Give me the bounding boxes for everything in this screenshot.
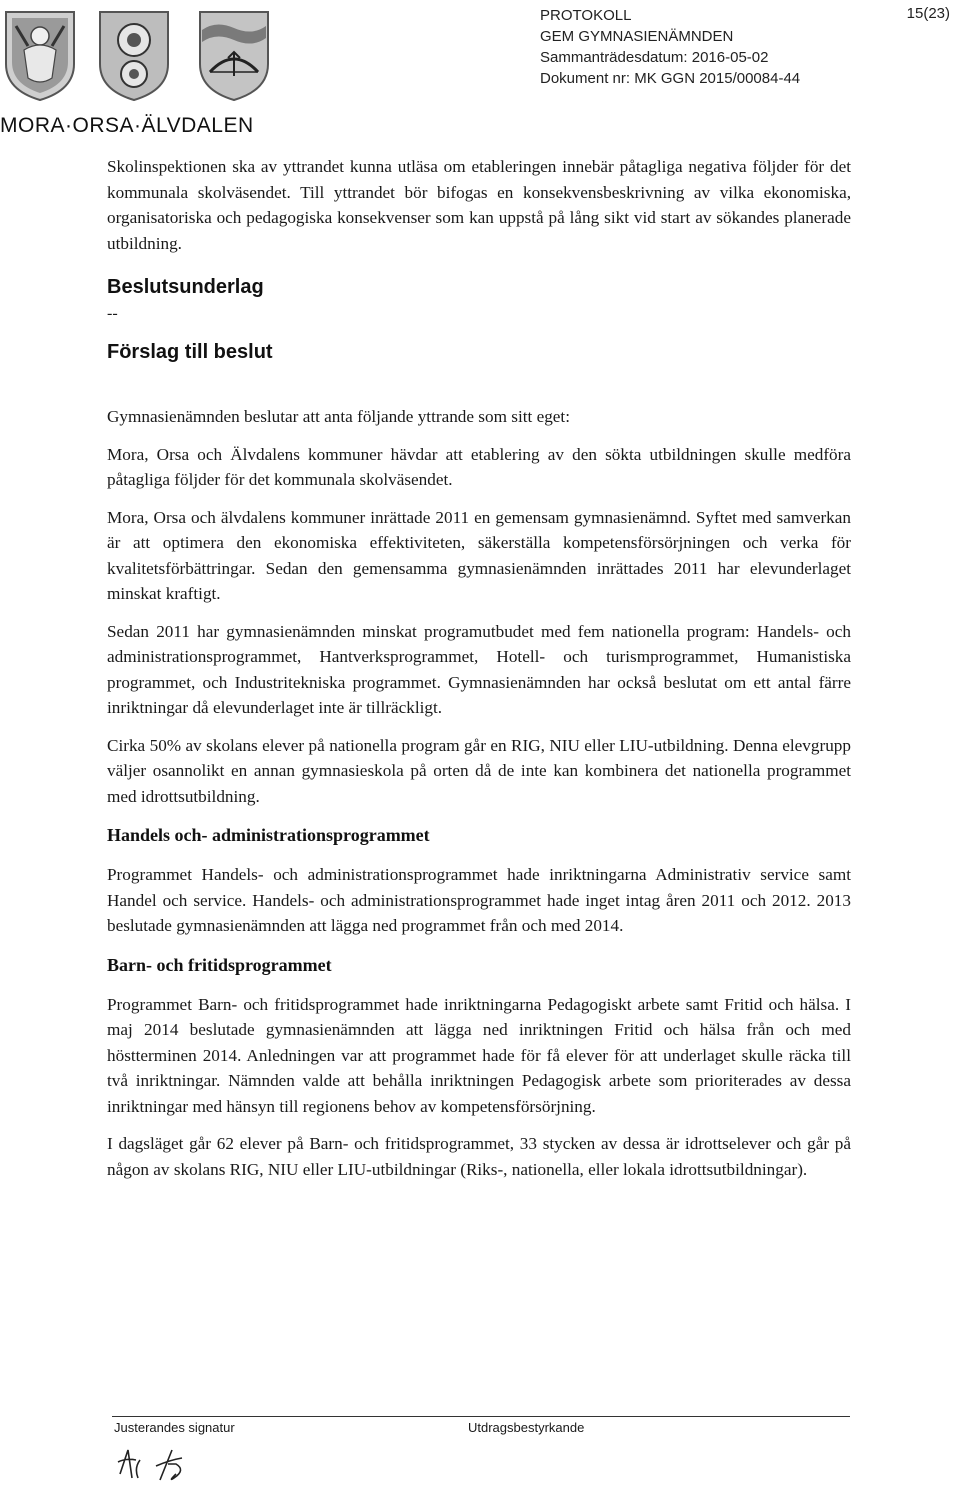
mora-crest-logo [2,6,78,102]
sports-paragraph: Cirka 50% av skolans elever på nationella program går en RIG, NIU eller LIU-utbildning. Denna elevgrupp väljer osannolikt en annan gymnasieskola på orten då de inte kan kombinera det nationella programmet med idrottsutbildning. [107,735,851,806]
board-paragraph: Mora, Orsa och älvdalens kommuner inrättade 2011 en gemensam gymnasienämnd. Syftet med samverkan är att optimera den ekonomiska effektiviteten, säkerställa kompetensförsörjningen och verka för kvalitetsförbättringar. Sedan den gemensamma gymnasienämnden inrättades 2011 har elevunderlaget minskat kraftigt. [107,507,851,603]
orsa-crest-logo [96,6,172,102]
intro-paragraph: Skolinspektionen ska av yttrandet kunna utläsa om etableringen innebär påtagliga negativa följder för det kommunala skolväsendet. Till yttrandet bör bifogas en konsekvensbeskrivning av vilka ekonomiska, organisatoriska och pedagogiska konsekvenser som kan uppstå på lång sikt vid start av sökandes planerade utbildning. [107,157,851,253]
municipalities-wordmark: MORA·ORSA·ÄLVDALEN [0,114,254,137]
statement-paragraph: Mora, Orsa och Älvdalens kommuner hävdar att etablering av den sökta utbildningen skulle medföra påtagliga följder för det kommunala skolväsendet. [107,444,851,489]
handwritten-initials [116,1444,236,1484]
handels-paragraph: Programmet Handels- och administrationsprogrammet hade inriktningarna Administrativ service samt Handel och service. Handels- och administrationsprogrammet hade inget intag åren 2011 och 2012. 2013 beslutade gymnasienämnden att lägga ned programmet från och med 2014. [107,865,851,935]
document-body [107,154,851,1182]
heading-barn: Barn- och fritidsprogrammet [107,954,332,975]
signature-label: Justerandes signatur [114,1420,235,1435]
page-number: 15(23) [906,5,950,22]
page-footer [112,1416,850,1435]
beslutsunderlag-placeholder: -- [107,305,118,322]
copy-certification-label: Utdragsbestyrkande [468,1420,585,1435]
barn-paragraph: Programmet Barn- och fritidsprogrammet hade inriktningarna Pedagogiskt arbete samt Fritid och hälsa. I maj 2014 beslutade gymnasienämnden att lägga ned inriktningen Fritid och hälsa från och med höstterminen 2014. Anledningen var att programmet hade för få elever för att underlaget skulle räcka till två inriktningar. Nämnden valde att behålla inriktningen Pedagogisk arbete som prioriterades av dessa inriktningar med hänsyn till regionens behov av kompetensförsörjning. [107,994,851,1116]
document-header [540,5,800,89]
students-paragraph: I dagsläget går 62 elever på Barn- och fritidsprogrammet, 33 stycken av dessa är idrottselever och går på någon av skolans RIG, NIU eller LIU-utbildningar (Riks-, nationella, eller lokala idrottsutbildningar). [107,1134,851,1179]
meeting-date: Sammanträdesdatum: 2016-05-02 [540,49,769,66]
programs-paragraph: Sedan 2011 har gymnasienämnden minskat programutbudet med fem nationella program: Handels- och administrationsprogrammet, Hantverksprogrammet, Hotell- och turismprogrammet, Humanistiska programmet, och Industritekniska programmet. Gymnasienämnden har också beslutat om ett antal färre inriktningar då elevunderlaget inte är tillräckligt. [107,621,851,717]
heading-forslag-till-beslut: Förslag till beslut [107,341,273,363]
heading-beslutsunderlag: Beslutsunderlag [107,276,264,298]
document-number: Dokument nr: MK GGN 2015/00084-44 [540,70,801,87]
committee-name: GEM GYMNASIENÄMNDEN [540,28,734,45]
decision-paragraph: Gymnasienämnden beslutar att anta följande yttrande som sitt eget: [107,407,570,426]
document-type: PROTOKOLL [540,7,632,24]
heading-handels: Handels och- administrationsprogrammet [107,825,430,845]
alvdalen-crest-logo [196,6,272,102]
